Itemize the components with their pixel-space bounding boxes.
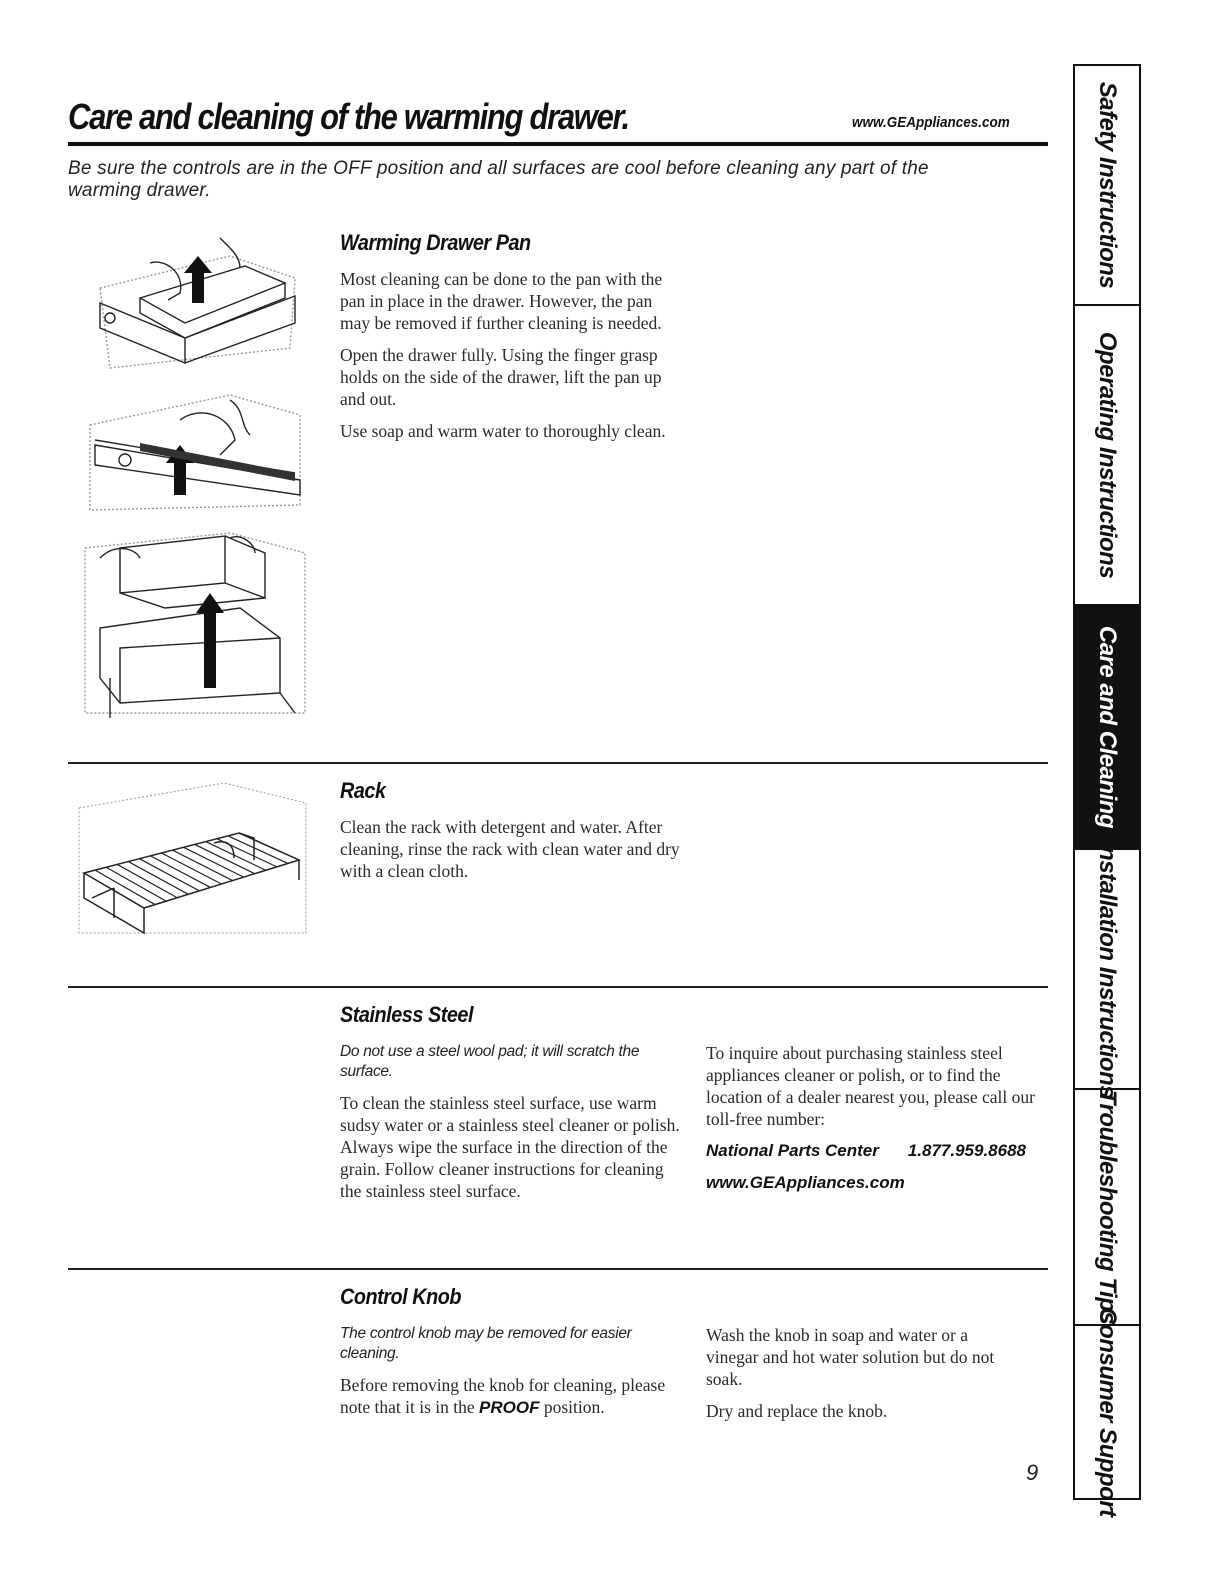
tab-safety-instructions[interactable] [1075, 66, 1139, 306]
tab-label: Safety Instructions [1094, 81, 1121, 289]
section-divider [68, 986, 1048, 988]
page-number: 9 [1026, 1460, 1039, 1485]
paragraph: Most cleaning can be done to the pan with the pan in place in the drawer. However, the pan may be removed if further cleaning is needed. [340, 269, 663, 333]
contact-name: National Parts Center [706, 1141, 879, 1160]
note: The control knob may be removed for easier cleaning. [340, 1325, 632, 1362]
side-tab-bar [1073, 64, 1141, 1517]
tab-label: Installation Instructions [1094, 839, 1121, 1099]
paragraph: Dry and replace the knob. [706, 1401, 888, 1421]
paragraph: Wash the knob in soap and water or a vinegar and hot water solution but do not soak. [706, 1325, 995, 1389]
tab-label: Consumer Support [1094, 1307, 1121, 1517]
proof-emphasis: PROOF [479, 1398, 540, 1417]
section-body-stainless-steel-left [340, 1042, 680, 1212]
tab-operating-instructions[interactable] [1075, 306, 1139, 606]
tab-label: Troubleshooting Tips [1094, 1089, 1121, 1325]
text: Before removing the knob for cleaning, please note that it is in the [340, 1375, 666, 1417]
page-title: Care and cleaning of the warming drawer. [68, 96, 629, 137]
intro-text: Be sure the controls are in the OFF position and all surfaces are cool before cleaning any part of the warming drawer. [68, 158, 929, 201]
tab-installation-instructions[interactable] [1075, 839, 1139, 1099]
section-divider [68, 762, 1048, 764]
illustration-pan-removed [80, 528, 310, 718]
contact-url-link[interactable]: www.GEAppliances.com [706, 1173, 905, 1192]
section-divider [68, 1268, 1048, 1270]
section-body-warming-drawer-pan [340, 268, 670, 452]
paragraph: To inquire about purchasing stainless steel appliances cleaner or polish, or to find the location of a dealer nearest you, please call our toll-free number: [706, 1043, 1035, 1129]
section-body-control-knob-left [340, 1324, 680, 1429]
section-title-warming-drawer-pan: Warming Drawer Pan [340, 230, 531, 255]
section-body-stainless-steel-right [706, 1042, 1036, 1194]
section-title-stainless-steel: Stainless Steel [340, 1002, 474, 1027]
illustration-pan-in-drawer [80, 228, 310, 378]
header-url-link[interactable]: www.GEAppliances.com [852, 114, 1010, 131]
illustration-rack [74, 778, 310, 938]
paragraph: To clean the stainless steel surface, use warm sudsy water or a stainless steel cleaner or polish. Always wipe the surface in the direction of the grain. Follow cleaner instructions for cleaning the stainless steel surface. [340, 1093, 680, 1201]
tab-care-and-cleaning[interactable] [1075, 606, 1139, 850]
section-body-rack [340, 816, 680, 892]
section-title-rack: Rack [340, 778, 386, 803]
tab-label: Operating Instructions [1094, 331, 1121, 579]
warning-note: Do not use a steel wool pad; it will scratch the surface. [340, 1043, 640, 1080]
tab-label: Care and Cleaning [1094, 625, 1121, 829]
header-rule [68, 142, 1048, 146]
paragraph: Open the drawer fully. Using the finger grasp holds on the side of the drawer, lift the pan up and out. [340, 345, 662, 409]
section-body-control-knob-right [706, 1324, 1016, 1432]
text: position. [539, 1397, 605, 1417]
section-title-control-knob: Control Knob [340, 1284, 462, 1309]
paragraph: Use soap and warm water to thoroughly clean. [340, 421, 666, 441]
paragraph: Clean the rack with detergent and water. After cleaning, rinse the rack with clean water and dry with a clean cloth. [340, 817, 680, 881]
contact-row [706, 1140, 1026, 1162]
tab-troubleshooting-tips[interactable] [1075, 1090, 1139, 1326]
contact-phone[interactable]: 1.877.959.8688 [907, 1141, 1026, 1160]
illustration-lift-pan [80, 385, 310, 515]
tab-consumer-support[interactable] [1075, 1307, 1139, 1517]
paragraph [340, 1374, 680, 1419]
